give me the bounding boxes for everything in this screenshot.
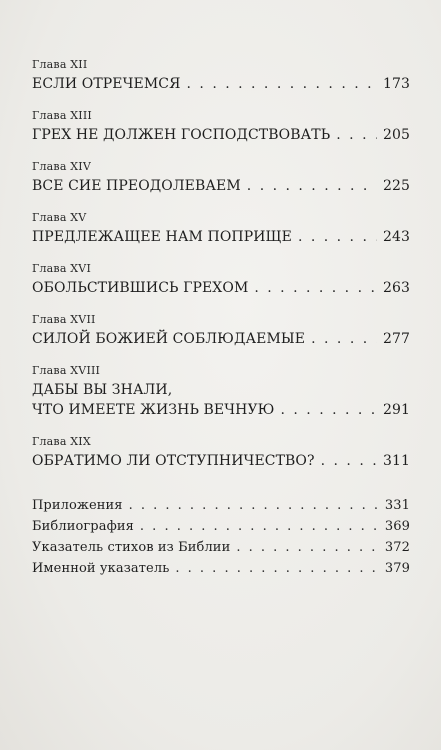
toc-entry <box>32 495 410 516</box>
dot-leader <box>140 516 379 537</box>
toc-entry <box>32 558 410 579</box>
dot-leader <box>298 227 377 247</box>
toc-chapter-14 <box>32 160 410 196</box>
toc-entry <box>32 329 410 349</box>
page-number: 225 <box>382 178 410 194</box>
section-title: Указатель стихов из Библии <box>32 540 231 555</box>
page-number: 331 <box>384 498 410 513</box>
chapter-title-line-1: ДАБЫ ВЫ ЗНАЛИ, <box>32 382 173 398</box>
chapter-label: Глава XVII <box>32 313 96 326</box>
table-of-contents <box>32 58 410 579</box>
page-number: 277 <box>382 331 410 347</box>
chapter-title: ЕСЛИ ОТРЕЧЕМСЯ <box>32 76 181 92</box>
chapter-label: Глава XV <box>32 211 87 224</box>
chapter-title: ОБОЛЬСТИВШИСЬ ГРЕХОМ <box>32 280 249 296</box>
chapter-title: ПРЕДЛЕЖАЩЕЕ НАМ ПОПРИЩЕ <box>32 229 292 245</box>
page-number: 311 <box>382 453 410 469</box>
page-number: 173 <box>382 76 410 92</box>
dot-leader <box>254 278 377 298</box>
dot-leader <box>336 125 377 145</box>
section-title: Приложения <box>32 498 123 513</box>
toc-entry <box>32 125 410 145</box>
toc-entry <box>32 227 410 247</box>
chapter-title: ГРЕХ НЕ ДОЛЖЕН ГОСПОДСТВОВАТЬ <box>32 127 331 143</box>
chapter-label: Глава XVIII <box>32 364 101 377</box>
dot-leader <box>175 558 378 579</box>
toc-back-matter <box>32 495 410 579</box>
chapter-title: СИЛОЙ БОЖИЕЙ СОБЛЮДАЕМЫЕ <box>32 331 306 347</box>
toc-chapter-17 <box>32 313 410 349</box>
dot-leader <box>236 537 379 558</box>
dot-leader <box>187 74 377 94</box>
page-number: 379 <box>384 561 410 576</box>
section-title: Именной указатель <box>32 561 170 576</box>
toc-entry <box>32 400 410 420</box>
dot-leader <box>281 400 377 420</box>
page-number: 369 <box>384 519 410 534</box>
toc-entry <box>32 537 410 558</box>
toc-entry <box>32 451 410 471</box>
dot-leader <box>311 329 377 349</box>
section-title: Библиография <box>32 519 134 534</box>
page-number: 243 <box>382 229 410 245</box>
page-number: 205 <box>382 127 410 143</box>
dot-leader <box>129 495 379 516</box>
chapter-title: ВСЕ СИЕ ПРЕОДОЛЕВАЕМ <box>32 178 241 194</box>
toc-chapter-12 <box>32 58 410 94</box>
page-number: 291 <box>382 402 410 418</box>
chapter-label: Глава XIX <box>32 435 91 448</box>
dot-leader <box>321 451 377 471</box>
toc-chapter-13 <box>32 109 410 145</box>
chapter-label: Глава XVI <box>32 262 91 275</box>
toc-entry <box>32 278 410 298</box>
toc-chapter-15 <box>32 211 410 247</box>
chapter-label: Глава XIV <box>32 160 91 173</box>
toc-entry <box>32 74 410 94</box>
toc-entry <box>32 176 410 196</box>
toc-chapter-19 <box>32 435 410 471</box>
dot-leader <box>247 176 377 196</box>
toc-entry <box>32 516 410 537</box>
page-number: 372 <box>384 540 410 555</box>
page-number: 263 <box>382 280 410 296</box>
chapter-title: ОБРАТИМО ЛИ ОТСТУПНИЧЕСТВО? <box>32 453 315 469</box>
toc-chapter-16 <box>32 262 410 298</box>
chapter-label: Глава XII <box>32 58 88 71</box>
chapter-label: Глава XIII <box>32 109 92 122</box>
toc-chapter-18 <box>32 364 410 420</box>
chapter-title: ЧТО ИМЕЕТЕ ЖИЗНЬ ВЕЧНУЮ <box>32 402 275 418</box>
